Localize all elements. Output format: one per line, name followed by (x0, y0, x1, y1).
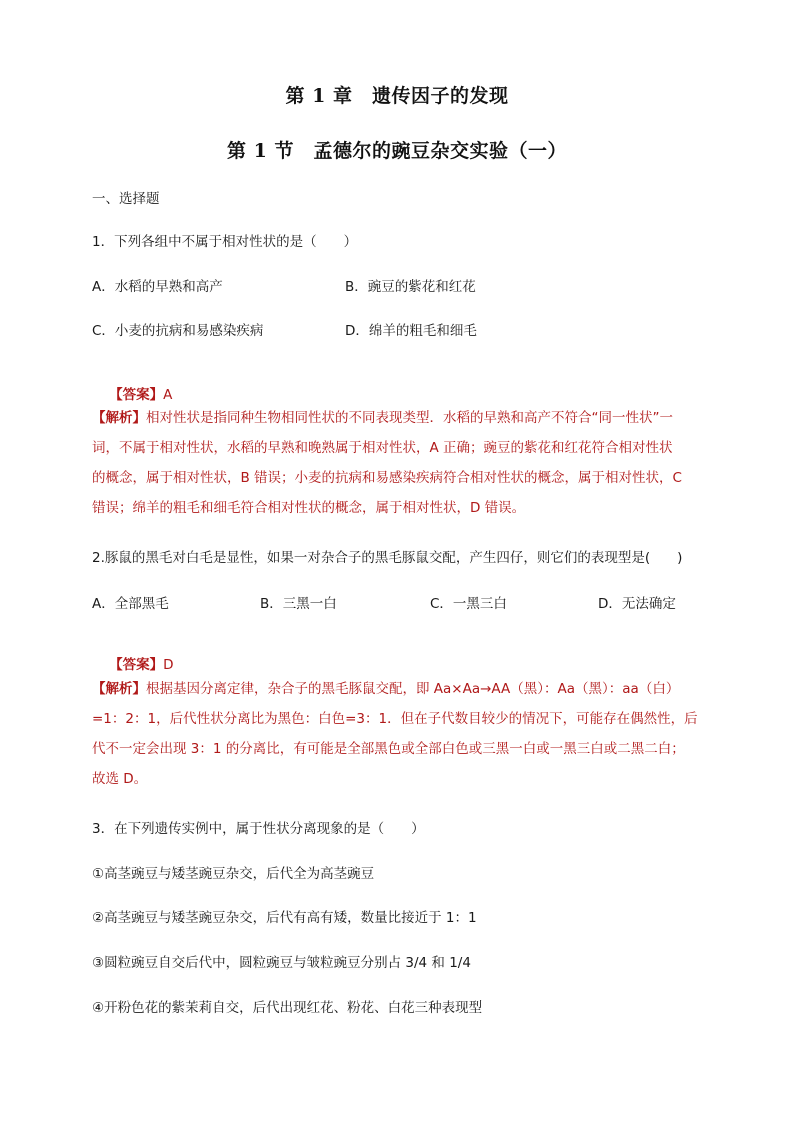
q1-option-c: C．小麦的抗病和易感染疾病 (92, 323, 264, 339)
q2-analysis-line-2: =1：2：1，后代性状分离比为黑色：白色=3：1．但在子代数目较少的情况下，可能存在偶然性，后 (92, 711, 698, 727)
q3-stem: 3．在下列遗传实例中，属于性状分离现象的是（ ） (92, 821, 425, 837)
q2-analysis-line-1: 根据基因分离定律，杂合子的黑毛豚鼠交配，即 Aa×Aa→AA（黑）：Aa（黑）：aa（白） (146, 681, 680, 697)
q3-item-2: ②高茎豌豆与矮茎豌豆杂交，后代有高有矮，数量比接近于 1：1 (92, 910, 477, 926)
q3-item-3: ③圆粒豌豆自交后代中，圆粒豌豆与皱粒豌豆分别占 3/4 和 1/4 (92, 955, 471, 971)
q1-answer-value: A (163, 387, 173, 403)
q2-option-d: D．无法确定 (598, 596, 676, 612)
q2-stem: 2.豚鼠的黑毛对白毛是显性，如果一对杂合子的黑毛豚鼠交配，产生四仔，则它们的表现型是( ) (92, 550, 683, 566)
q2-analysis-line-3: 代不一定会出现 3：1 的分离比，有可能是全部黑色或全部白色或三黑一白或一黑三白或二黑二白； (92, 741, 685, 757)
q2-option-c: C．一黑三白 (430, 596, 507, 612)
q1-option-d: D．绵羊的粗毛和细毛 (345, 323, 477, 339)
q1-analysis-line-3: 的概念，属于相对性状，B 错误；小麦的抗病和易感染疾病符合相对性状的概念，属于相对性状，C (92, 470, 682, 486)
chapter-title: 第 1 章 遗传因子的发现 (285, 85, 509, 107)
q1-analysis-line-1: 相对性状是指同种生物相同性状的不同表现类型．水稻的早熟和高产不符合“同一性状”一 (146, 410, 673, 426)
q3-item-4: ④开粉色花的紫茉莉自交，后代出现红花、粉花、白花三种表现型 (92, 1000, 483, 1016)
q2-option-b: B．三黑一白 (260, 596, 337, 612)
q2-option-a: A．全部黑毛 (92, 596, 169, 612)
analysis-label: 【解析】 (92, 410, 146, 426)
q2-analysis-line-4: 故选 D。 (92, 771, 148, 787)
q1-analysis (92, 403, 712, 523)
q1-analysis-line-2: 词，不属于相对性状，水稻的早熟和晚熟属于相对性状，A 正确；豌豆的紫花和红花符合相对性状 (92, 440, 673, 456)
section-title: 第 1 节 孟德尔的豌豆杂交实验（一） (227, 140, 567, 162)
q1-option-b: B．豌豆的紫花和红花 (345, 279, 476, 295)
q1-option-a: A．水稻的早熟和高产 (92, 279, 223, 295)
q2-answer-value: D (163, 657, 174, 673)
q3-item-1: ①高茎豌豆与矮茎豌豆杂交，后代全为高茎豌豆 (92, 866, 375, 882)
answer-label: 【答案】 (109, 387, 164, 403)
q1-stem: 1．下列各组中不属于相对性状的是（ ） (92, 234, 358, 250)
analysis-label: 【解析】 (92, 681, 146, 697)
q2-analysis (92, 674, 712, 794)
q1-analysis-line-4: 错误；绵羊的粗毛和细毛符合相对性状的概念，属于相对性状，D 错误。 (92, 500, 526, 516)
answer-label: 【答案】 (109, 657, 164, 673)
part-heading: 一、选择题 (92, 191, 160, 207)
